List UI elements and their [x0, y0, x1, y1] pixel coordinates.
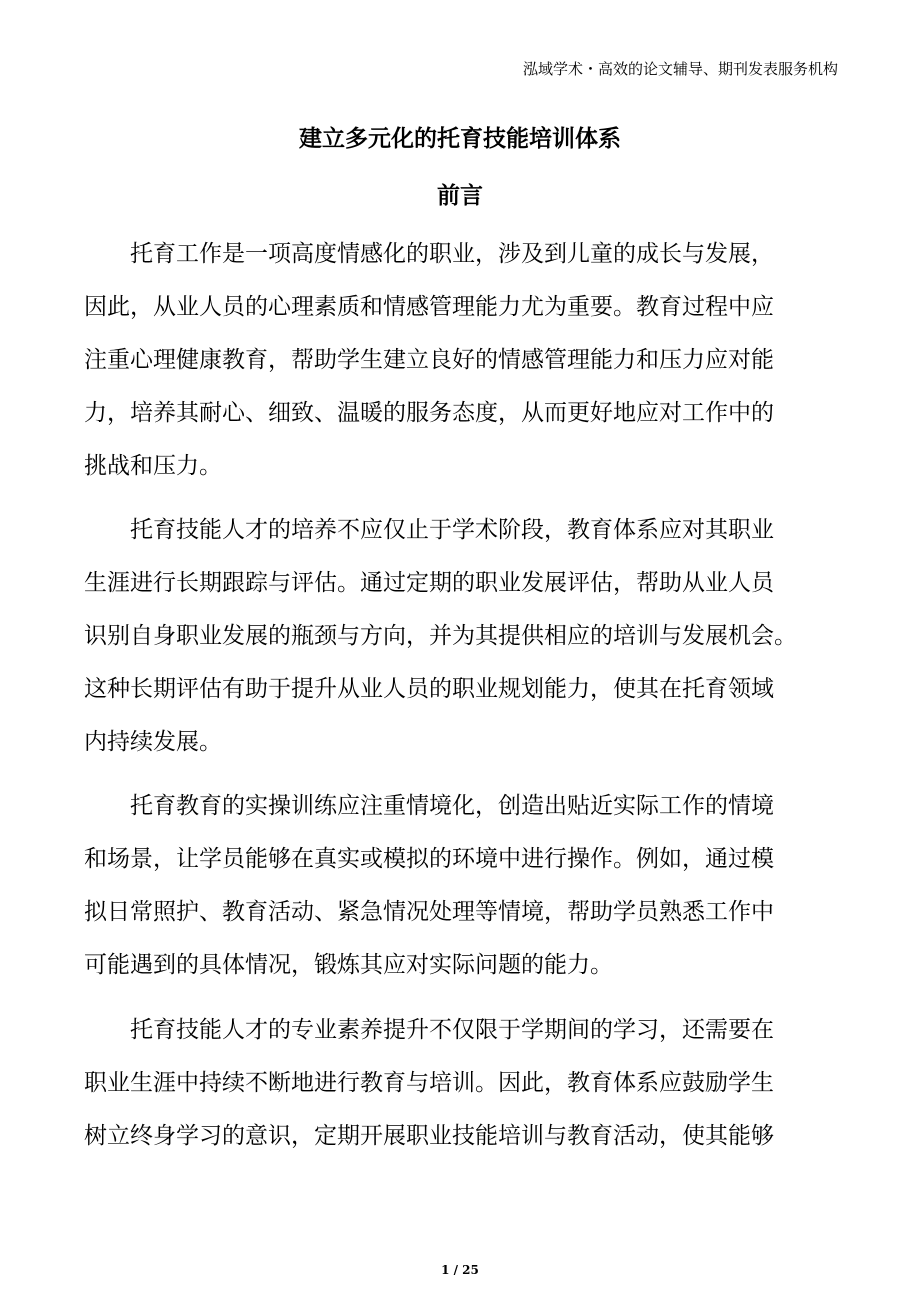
page-header: 泓域学术・高效的论文辅导、期刊发表服务机构 [522, 60, 838, 78]
paragraph-4-line-2: 职业生涯中持续不断地进行教育与培训。因此，教育体系应鼓励学生 [84, 1070, 774, 1096]
page-number: 1 / 25 [441, 1263, 479, 1277]
paragraph-1-line-1: 托育工作是一项高度情感化的职业，涉及到儿童的成长与发展， [130, 241, 774, 267]
paragraph-4-line-1: 托育技能人才的专业素养提升不仅限于学期间的学习，还需要在 [130, 1017, 774, 1043]
paragraph-1-line-5: 挑战和压力。 [84, 453, 222, 479]
paragraph-1-line-2: 因此，从业人员的心理素质和情感管理能力尤为重要。教育过程中应 [84, 294, 774, 320]
paragraph-3-line-3: 拟日常照护、教育活动、紧急情况处理等情境，帮助学员熟悉工作中 [84, 899, 774, 925]
paragraph-1-line-3: 注重心理健康教育，帮助学生建立良好的情感管理能力和压力应对能 [84, 347, 774, 373]
paragraph-4-line-3: 树立终身学习的意识，定期开展职业技能培训与教育活动，使其能够 [84, 1123, 774, 1149]
paragraph-2-line-2: 生涯进行长期跟踪与评估。通过定期的职业发展评估，帮助从业人员 [84, 570, 774, 596]
paragraph-2-line-4: 这种长期评估有助于提升从业人员的职业规划能力，使其在托育领域 [84, 676, 774, 702]
document-title: 建立多元化的托育技能培训体系 [299, 126, 621, 152]
paragraph-2-line-3: 识别自身职业发展的瓶颈与方向，并为其提供相应的培训与发展机会。 [84, 623, 797, 649]
paragraph-1-line-4: 力，培养其耐心、细致、温暖的服务态度，从而更好地应对工作中的 [84, 400, 774, 426]
paragraph-2-line-5: 内持续发展。 [84, 729, 222, 755]
paragraph-3-line-2: 和场景，让学员能够在真实或模拟的环境中进行操作。例如，通过模 [84, 846, 774, 872]
paragraph-3-line-4: 可能遇到的具体情况，锻炼其应对实际问题的能力。 [84, 952, 613, 978]
paragraph-2-line-1: 托育技能人才的培养不应仅止于学术阶段，教育体系应对其职业 [130, 517, 774, 543]
paragraph-3-line-1: 托育教育的实操训练应注重情境化，创造出贴近实际工作的情境 [130, 793, 774, 819]
section-title: 前言 [437, 183, 483, 209]
